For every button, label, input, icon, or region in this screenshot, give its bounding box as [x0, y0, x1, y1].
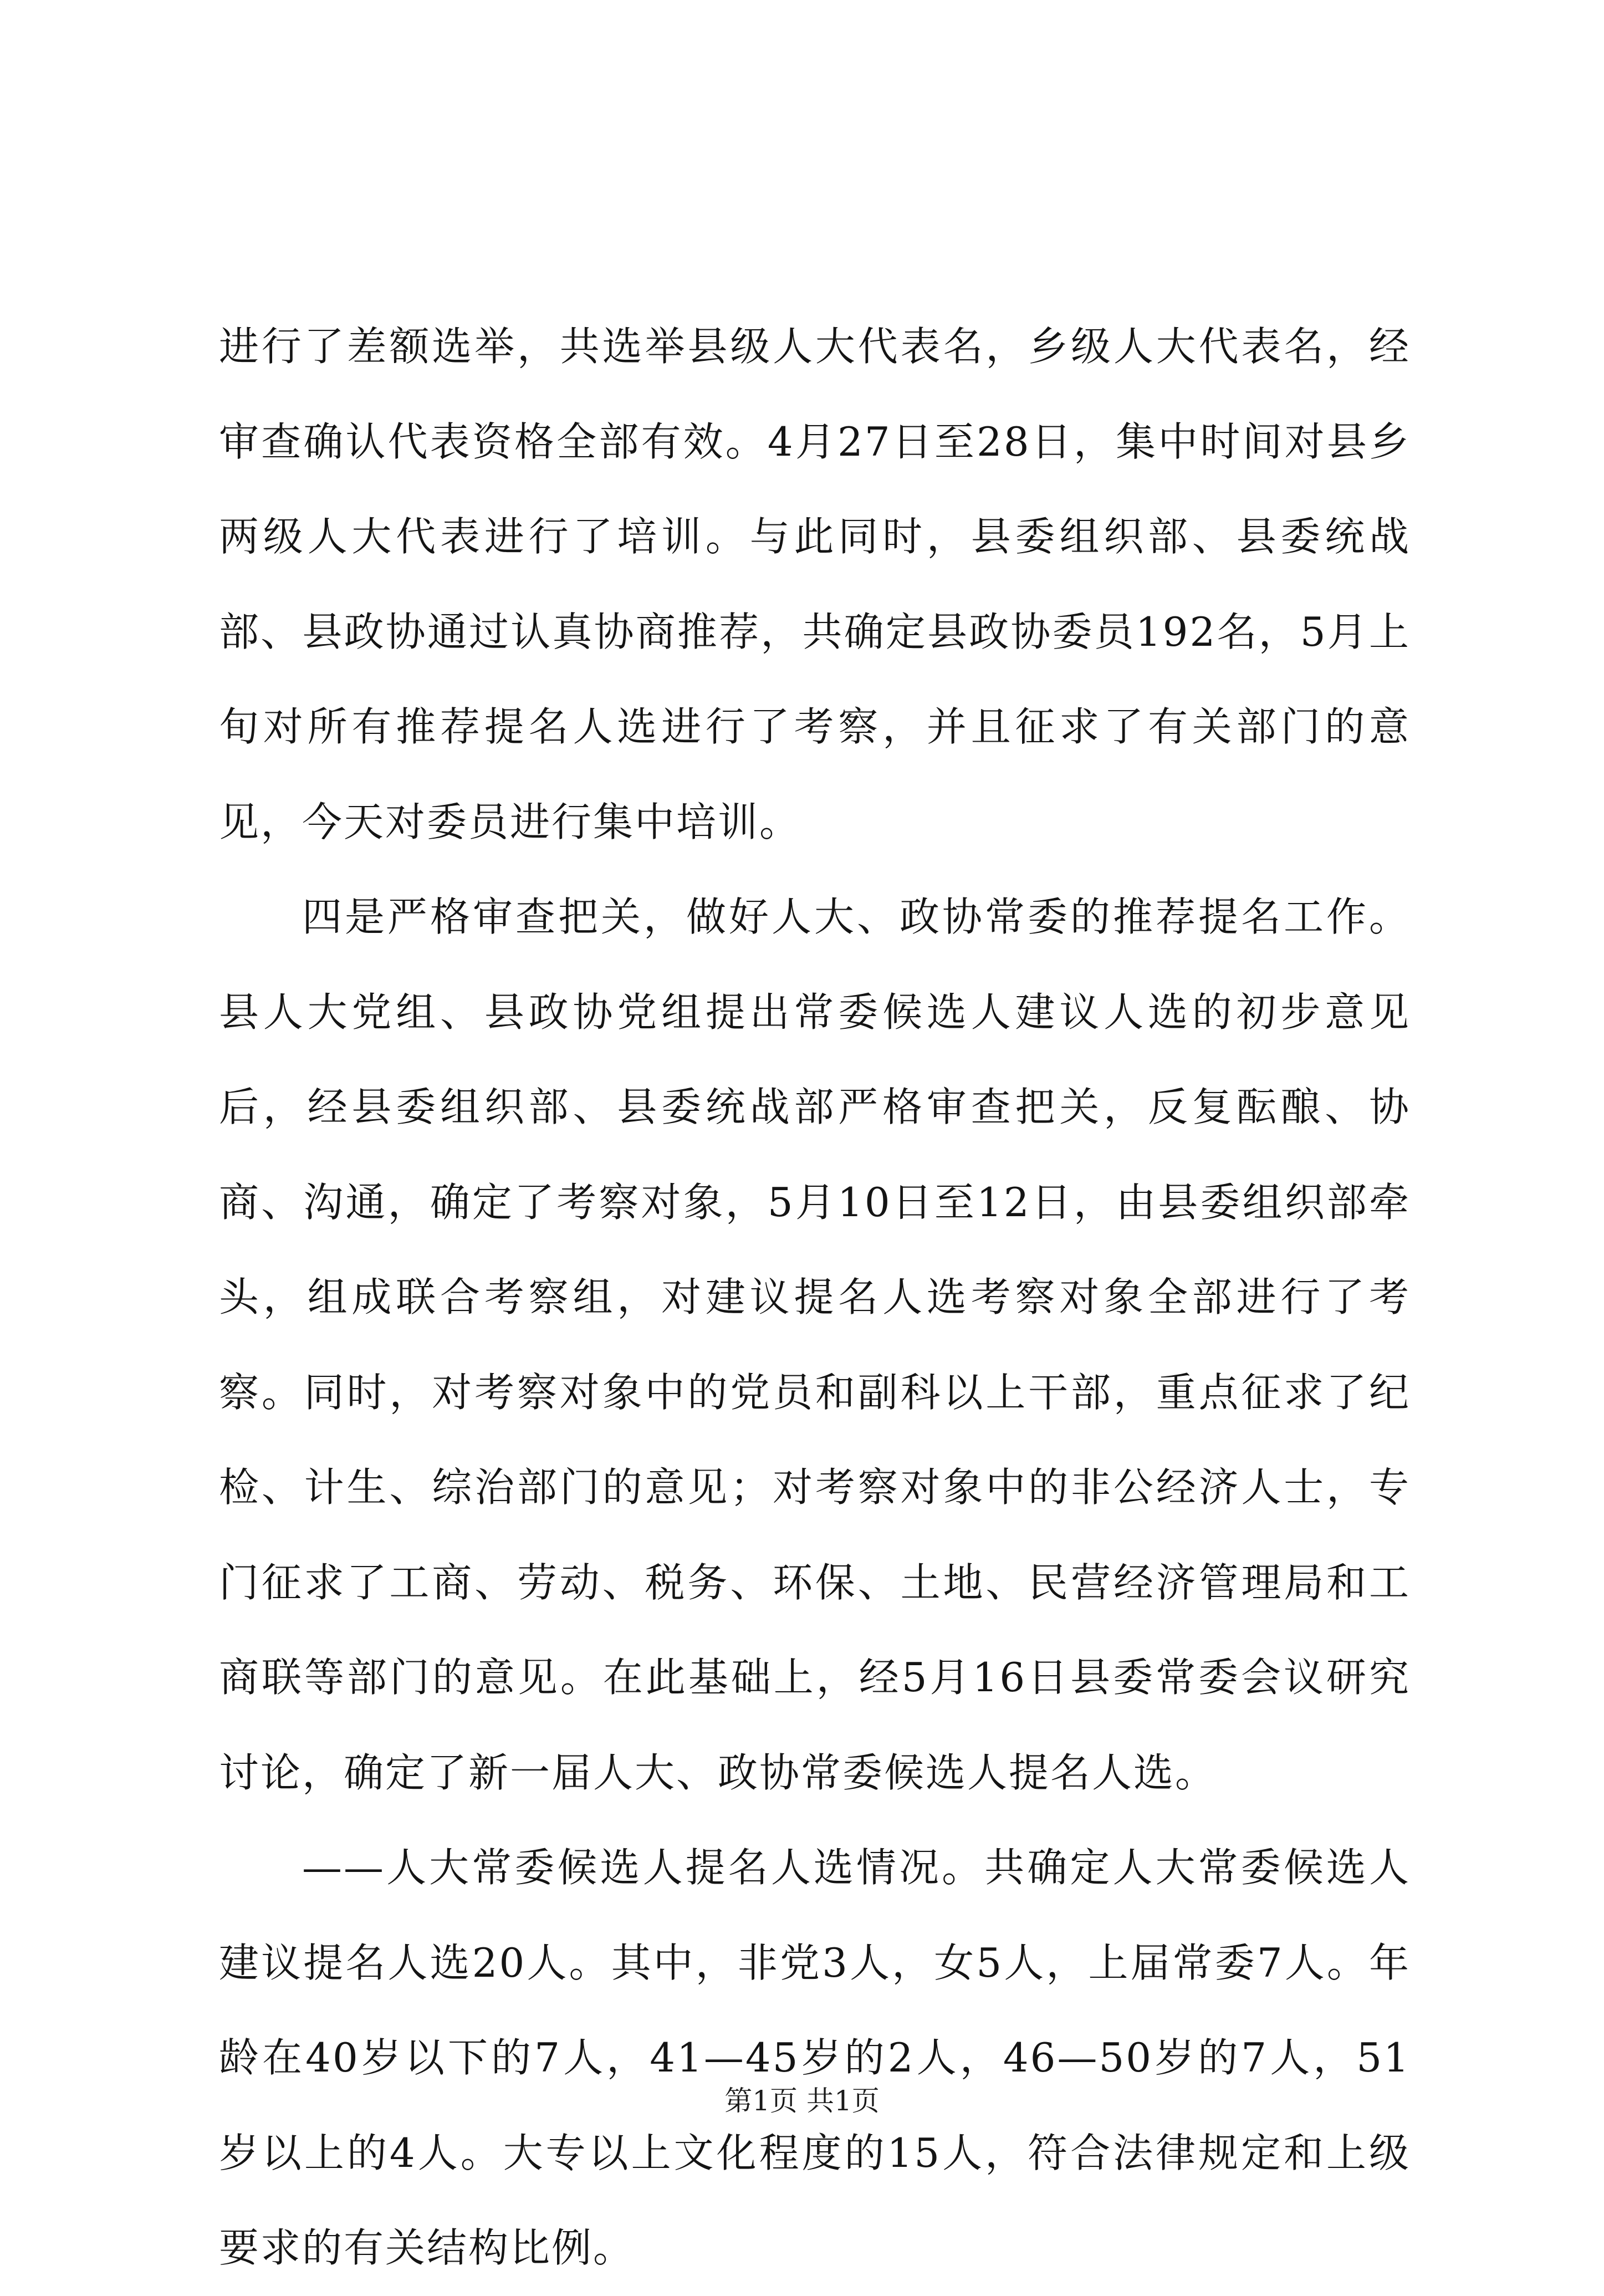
- paragraph-review: 四是严格审查把关，做好人大、政协常委的推荐提名工作。县人大党组、县政协党组提出常委候选人建议人选的初步意见后，经县委组织部、县委统战部严格审查把关，反复酝酿、协商、沟通，确定了考察对象，5月10日至12日，由县委组织部牵头，组成联合考察组，对建议提名人选考察对象全部进行了考察。同时，对考察对象中的党员和副科以上干部，重点征求了纪检、计生、综治部门的意见；对考察对象中的非公经济人士，专门征求了工商、劳动、税务、环保、土地、民营经济管理局和工商联等部门的意见。在此基础上，经5月16日县委常委会议研究讨论，确定了新一届人大、政协常委候选人提名人选。: [219, 894, 1411, 1796]
- paragraph-continuation: 进行了差额选举，共选举县级人大代表名，乡级人大代表名，经审查确认代表资格全部有效。4月27日至28日，集中时间对县乡两级人大代表进行了培训。与此同时，县委组织部、县委统战部、县政协通过认真协商推荐，共确定县政协委员192名，5月上旬对所有推荐提名人选进行了考察，并且征求了有关部门的意见，今天对委员进行集中培训。: [219, 323, 1411, 845]
- page-number-footer: 第1页 共1页: [724, 2085, 880, 2117]
- document-body: [219, 299, 1411, 2296]
- paragraph-candidates: ——人大常委候选人提名人选情况。共确定人大常委候选人建议提名人选20人。其中，非党3人，女5人，上届常委7人。年龄在40岁以下的7人，41—45岁的2人，46—50岁的7人，51岁以上的4人。大专以上文化程度的15人，符合法律规定和上级要求的有关结构比例。: [219, 1844, 1411, 2271]
